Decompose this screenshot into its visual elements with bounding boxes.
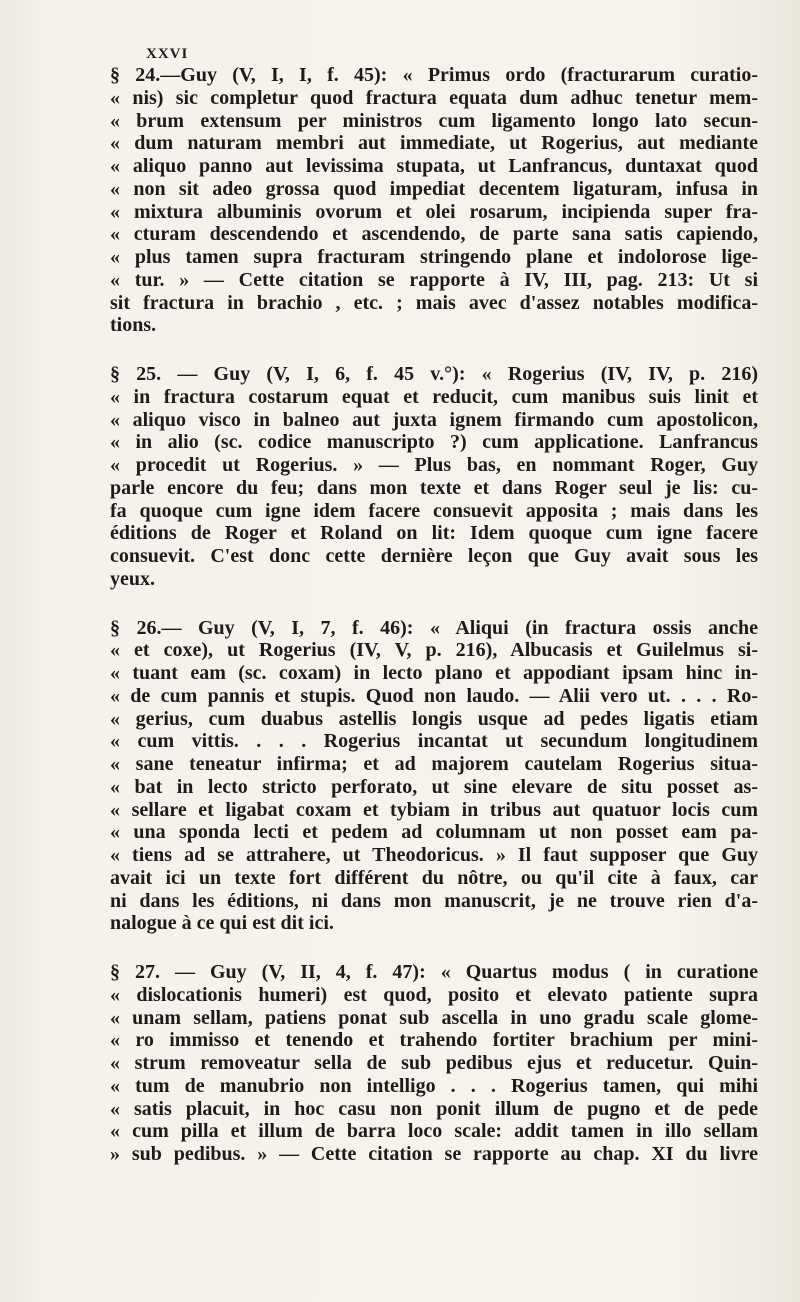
text-line: « de cum pannis et stupis. Quod non laudo. — Alii vero ut. . . . Ro-: [110, 684, 758, 707]
text-line: « plus tamen supra fracturam stringendo plane et indolorose lige-: [110, 246, 758, 268]
text-line: « strum removeatur sella de sub pedibus ejus et reducetur. Quin-: [110, 1052, 758, 1074]
text-line: « ro immisso et tenendo et trahendo fortiter brachium per mini-: [110, 1029, 758, 1052]
text-line: « unam sellam, patiens ponat sub ascella in uno gradu scale glome-: [110, 1006, 758, 1029]
text-line: « cum vittis. . . . Rogerius incantat ut secundum longitudinem: [110, 730, 758, 753]
text-line: parle encore du feu; dans mon texte et dans Roger seul je lis: cu-: [110, 476, 758, 499]
text-line: tions.: [110, 314, 157, 337]
text-line: « in alio (sc. codice manuscripto ?) cum applicatione. Lanfrancus: [110, 431, 758, 454]
text-line: « dum naturam membri aut immediate, ut Rogerius, aut mediante: [110, 132, 758, 155]
text-line: « nis) sic completur quod fractura equata dum adhuc tenetur mem-: [110, 86, 758, 109]
running-head: XXVI: [146, 46, 189, 62]
text-line: § 26.— Guy (V, I, 7, f. 46): « Aliqui (in fractura ossis anche: [110, 616, 758, 639]
text-line: sit fractura in brachio , etc. ; mais avec d'assez notables modifica-: [110, 291, 758, 314]
paragraph-gap: [110, 337, 758, 363]
text-line: « tur. » — Cette citation se rapporte à IV, III, pag. 213: Ut si: [110, 268, 758, 291]
text-line: « procedit ut Rogerius. » — Plus bas, en nommant Roger, Guy: [110, 454, 758, 476]
text-line: nalogue à ce qui est dit ici.: [110, 912, 334, 935]
text-line: « satis placuit, in hoc casu non ponit illum de pugno et de pede: [110, 1097, 758, 1120]
text-line: « sellare et ligabat coxam et tybiam in tribus aut quatuor locis cum: [110, 798, 758, 821]
text-line: éditions de Roger et Roland on lit: Idem quoque cum igne facere: [110, 522, 758, 545]
text-line: avait ici un texte fort différent du nôtre, ou qu'il cite à faux, car: [110, 866, 758, 889]
paragraph: [110, 363, 758, 591]
text-line: « aliquo visco in balneo aut juxta ignem firmando cum apostolicon,: [110, 408, 758, 431]
text-line: « tuant eam (sc. coxam) in lecto plano et appodiant ipsam hinc in-: [110, 662, 758, 684]
text-line: « gerius, cum duabus astellis longis usque ad pedes ligatis etiam: [110, 707, 758, 730]
text-line: « bat in lecto stricto perforato, ut sine elevare de situ posset as-: [110, 775, 758, 798]
text-line: « non sit adeo grossa quod impediat decentem ligaturam, infusa in: [110, 177, 758, 200]
text-line: « in fractura costarum equat et reducit, cum manibus suis linit et: [110, 385, 758, 408]
text-line: « cum pilla et illum de barra loco scale: addit tamen in illo sellam: [110, 1120, 758, 1143]
paragraph: [110, 617, 758, 936]
paragraph: [110, 961, 758, 1166]
paragraph-gap: [110, 935, 758, 961]
text-line: « et coxe), ut Rogerius (IV, V, p. 216), Albucasis et Guilelmus si-: [110, 639, 758, 662]
text-line: « sane teneatur infirma; et ad majorem cautelam Rogerius situa-: [110, 753, 758, 775]
text-line: « tiens ad se attrahere, ut Theodoricus. » Il faut supposer que Guy: [110, 844, 758, 866]
text-line: § 27. — Guy (V, II, 4, f. 47): « Quartus modus ( in curatione: [110, 961, 758, 983]
body-text: [110, 64, 758, 1166]
text-line: « cturam descendendo et ascendendo, de parte sana satis capiendo,: [110, 223, 758, 246]
text-line: « tum de manubrio non intelligo . . . Rogerius tamen, qui mihi: [110, 1074, 758, 1097]
paragraph-gap: [110, 591, 758, 617]
text-line: « dislocationis humeri) est quod, posito et elevato patiente supra: [110, 983, 758, 1006]
text-line: « una sponda lecti et pedem ad columnam ut non posset eam pa-: [110, 821, 758, 844]
text-line: » sub pedibus. » — Cette citation se rapporte au chap. XI du livre: [110, 1143, 758, 1165]
paragraph: [110, 64, 758, 337]
text-line: ni dans les éditions, ni dans mon manuscrit, je ne trouve rien d'a-: [110, 889, 758, 912]
text-line: consuevit. C'est donc cette dernière leçon que Guy avait sous les: [110, 545, 758, 567]
text-line: fa quoque cum igne idem facere consuevit apposita ; mais dans les: [110, 499, 758, 522]
text-line: « brum extensum per ministros cum ligamento longo lato secun-: [110, 109, 758, 132]
text-line: § 24.—Guy (V, I, I, f. 45): « Primus ordo (fracturarum curatio-: [110, 64, 758, 86]
text-line: § 25. — Guy (V, I, 6, f. 45 v.°): « Rogerius (IV, IV, p. 216): [110, 363, 758, 385]
text-line: yeux.: [110, 567, 155, 590]
text-line: « mixtura albuminis ovorum et olei rosarum, incipienda super fra-: [110, 200, 758, 223]
text-line: « aliquo panno aut levissima stupata, ut Lanfrancus, duntaxat quod: [110, 155, 758, 177]
